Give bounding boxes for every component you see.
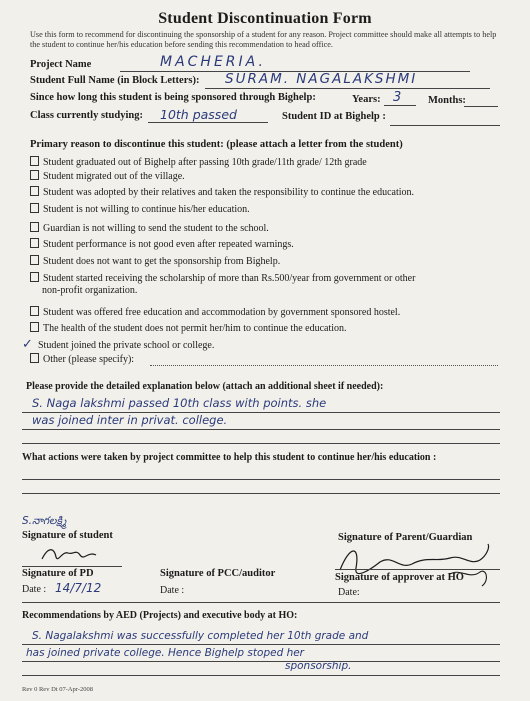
recommendation-line-3[interactable]: sponsorship. xyxy=(285,660,352,672)
actions-rule-1 xyxy=(22,479,500,480)
reason-item-performance[interactable]: Student performance is not good even after repeated warnings. xyxy=(30,238,294,250)
student-name-label: Student Full Name (in Block Letters): xyxy=(30,75,200,86)
reason-item-other[interactable]: Other (please specify): xyxy=(30,353,134,365)
check-mark-icon: ✓ xyxy=(22,337,33,352)
approver-date-label: Date: xyxy=(338,587,360,598)
explanation-heading: Please provide the detailed explanation below (attach an additional sheet if needed): xyxy=(26,381,384,392)
reason-item-guardian[interactable]: Guardian is not willing to send the student to the school. xyxy=(30,222,269,234)
recommendation-rule-1 xyxy=(22,644,500,645)
pd-date-value[interactable]: 14/7/12 xyxy=(55,581,102,595)
explanation-line-2[interactable]: was joined inter in privat. college. xyxy=(32,413,228,427)
recommendation-line-2[interactable]: has joined private college. Hence Bighelp stoped her xyxy=(26,647,304,659)
recommendation-top-rule xyxy=(22,602,500,603)
reason-item-migrated[interactable]: Student migrated out of the village. xyxy=(30,170,185,182)
recommendation-rule-2 xyxy=(22,661,500,662)
student-id-underline xyxy=(390,125,500,126)
checkbox[interactable] xyxy=(30,170,39,180)
checkbox[interactable] xyxy=(30,156,39,166)
recommendation-line-1[interactable]: S. Nagalakshmi was successfully completed her 10th grade and xyxy=(32,630,369,642)
pcc-signature-label: Signature of PCC/auditor xyxy=(160,568,276,579)
checkbox[interactable] xyxy=(30,306,39,316)
form-intro: Use this form to recommend for discontinuing the sponsorship of a student for any reason. Project committee should make all attempts to help the student to continue her/his education before sending this recommendation to head office. xyxy=(30,30,497,49)
reason-item-private-school[interactable]: ✓ Student joined the private school or college. xyxy=(22,337,215,352)
student-name-value[interactable]: SURAM. NAGALAKSHMI xyxy=(225,71,418,87)
years-underline xyxy=(384,105,416,106)
class-value[interactable]: 10th passed xyxy=(160,107,237,122)
other-specify-line xyxy=(150,365,498,366)
checkbox[interactable] xyxy=(30,322,39,332)
student-signature-label: Signature of student xyxy=(22,530,113,541)
reason-item-scholarship[interactable]: Student started receiving the scholarship of more than Rs.500/year from government or other xyxy=(30,272,415,284)
project-name-label: Project Name xyxy=(30,59,92,70)
form-revision-footer: Rev 0 Rev Dt 07-Apr-2008 xyxy=(22,686,93,693)
pd-signature-label: Signature of PD xyxy=(22,568,94,579)
student-id-label: Student ID at Bighelp : xyxy=(282,111,386,122)
pcc-date-label: Date : xyxy=(160,585,185,596)
years-value[interactable]: 3 xyxy=(393,90,402,105)
sponsored-duration-label: Since how long this student is being sponsored through Bighelp: xyxy=(30,92,316,103)
pd-signature-line xyxy=(22,566,122,567)
checkbox[interactable] xyxy=(30,238,39,248)
student-signature-scribble: S.నాగలక్ష్మి xyxy=(22,515,67,527)
reason-item-not-willing[interactable]: Student is not willing to continue his/her education. xyxy=(30,203,250,215)
recommendation-rule-3 xyxy=(22,675,500,676)
pd-signature-scribble xyxy=(40,545,100,565)
checkbox[interactable] xyxy=(30,272,39,282)
form-title: Student Discontinuation Form xyxy=(158,10,372,27)
months-label: Months: xyxy=(428,95,466,106)
explanation-rule-3 xyxy=(22,443,500,444)
reason-item-hostel[interactable]: Student was offered free education and accommodation by government sponsored hostel. xyxy=(30,306,400,318)
years-label: Years: xyxy=(352,94,381,105)
actions-rule-2 xyxy=(22,493,500,494)
project-name-value[interactable]: MACHERIA. xyxy=(160,54,266,70)
reason-item-no-sponsorship[interactable]: Student does not want to get the sponsorship from Bighelp. xyxy=(30,255,280,267)
recommendation-heading: Recommendations by AED (Projects) and executive body at HO: xyxy=(22,610,298,621)
checkbox[interactable] xyxy=(30,353,39,363)
checkbox[interactable] xyxy=(30,222,39,232)
explanation-line-1[interactable]: S. Naga lakshmi passed 10th class with points. she xyxy=(32,396,327,410)
approver-signature-line xyxy=(335,569,500,570)
checkbox[interactable] xyxy=(30,255,39,265)
parent-signature-label: Signature of Parent/Guardian xyxy=(338,532,473,543)
checkbox[interactable] xyxy=(30,203,39,213)
approver-signature-label: Signature of approver at HO xyxy=(335,572,464,583)
reasons-heading: Primary reason to discontinue this student: (please attach a letter from the student) xyxy=(30,139,403,150)
reason-item-adopted[interactable]: Student was adopted by their relatives and taken the responsibility to continue the education. xyxy=(30,186,414,198)
actions-heading: What actions were taken by project committee to help this student to continue her/his education : xyxy=(22,452,437,463)
class-label: Class currently studying: xyxy=(30,110,143,121)
class-underline xyxy=(148,122,268,123)
reason-item-graduated[interactable]: Student graduated out of Bighelp after passing 10th grade/11th grade/ 12th grade xyxy=(30,156,367,168)
reason-item-scholarship-cont: non-profit organization. xyxy=(42,285,138,296)
reason-item-health[interactable]: The health of the student does not permit her/him to continue the education. xyxy=(30,322,347,334)
explanation-rule-2 xyxy=(22,429,500,430)
student-name-underline xyxy=(205,88,490,89)
pd-date-label: Date : xyxy=(22,584,47,595)
checkbox[interactable] xyxy=(30,186,39,196)
months-underline xyxy=(464,106,498,107)
